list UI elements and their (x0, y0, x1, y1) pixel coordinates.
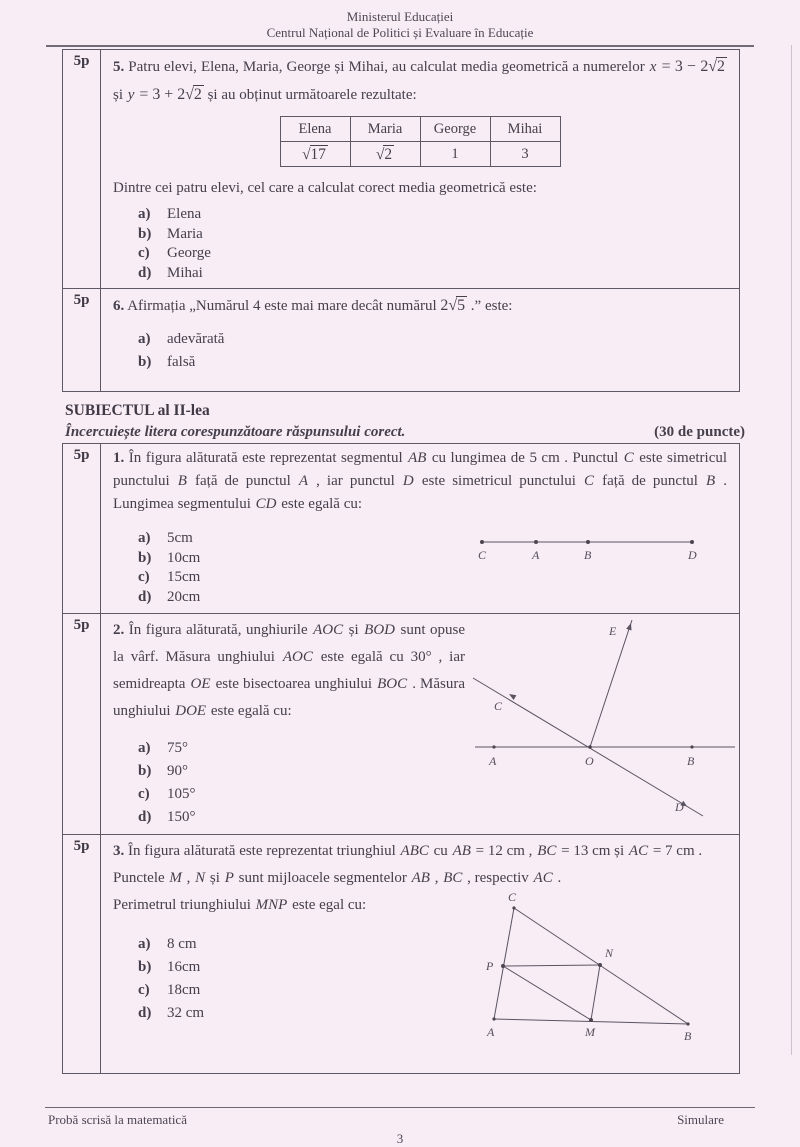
option-b (138, 225, 727, 245)
section2-instruction: Încercuiește litera corespunzătoare răspunsului corect. (65, 424, 406, 440)
option-c (138, 568, 727, 588)
question-1-points: 5p (63, 444, 101, 614)
section2-points-total: (30 de puncte) (654, 424, 745, 440)
question-5-number: 5. (113, 59, 125, 75)
option-label: c) (138, 245, 150, 261)
question-2-statement: În figura alăturată, unghiurile AOC și BOD sunt opuse la vârf. Măsura unghiului AOC este egală cu 30° , iar semidreapta OE este bisectoarea unghiului BOC . Măsura unghiului DOE este egală cu: (113, 622, 466, 719)
question-6-row (63, 289, 740, 392)
option-label: b) (138, 225, 152, 242)
option-label: a) (138, 206, 151, 222)
option-text: 18cm (167, 982, 201, 998)
option-label: c) (138, 786, 150, 802)
point-label-B: B (584, 548, 592, 562)
question-2-body (101, 614, 740, 835)
question-6-body (101, 289, 740, 392)
question-2-points: 5p (63, 614, 101, 835)
option-text: George (167, 245, 211, 261)
question-3-text-line2: Punctele M , N și P sunt mijloacele segmentelor AB , BC , respectiv AC . (113, 870, 562, 886)
option-label: a) (138, 936, 151, 952)
point-label-A: A (489, 754, 497, 768)
option-text: 90° (167, 763, 188, 779)
center-title: Centrul Național de Politici și Evaluare în Educație (266, 25, 534, 40)
point-label-C: C (478, 548, 487, 562)
point-label-M: M (585, 1025, 595, 1039)
question-3-text-line3: Perimetrul triunghiului MNP este egal cu: (113, 897, 367, 913)
option-label: b) (138, 549, 152, 566)
point-label-O: O (585, 754, 594, 768)
option-text: 105° (167, 786, 196, 802)
option-text: 8 cm (167, 936, 197, 952)
section1-table (62, 49, 740, 392)
point-label-A: A (487, 1025, 495, 1039)
question-6-statement: Afirmația „Numărul 4 este mai mare decât numărul 2√5 .” este: (127, 297, 513, 314)
results-header-cell: Maria (350, 117, 420, 142)
question-5-points: 5p (63, 50, 101, 289)
option-text: Maria (167, 225, 203, 242)
results-header-cell: Mihai (490, 117, 560, 142)
option-text: 20cm (167, 588, 201, 605)
question-3-statement: În figura alăturată este reprezentat triunghiul ABC cu AB = 12 cm , BC = 13 cm și AC = 7 cm . (128, 843, 703, 859)
option-label: c) (138, 982, 150, 998)
ministry-title: Ministerul Educației (346, 9, 454, 24)
results-header-cell: Elena (280, 117, 350, 142)
option-label: b) (138, 354, 152, 370)
option-label: b) (138, 763, 152, 779)
question-5-text (113, 53, 727, 109)
option-text: 75° (167, 740, 188, 756)
option-label: a) (138, 740, 151, 756)
page-number: 3 (396, 1131, 404, 1146)
option-text: 5cm (167, 530, 193, 546)
question-1-number: 1. (113, 450, 125, 466)
option-text: 150° (167, 809, 196, 825)
results-value-cell: √17 (280, 142, 350, 167)
point-label-C: C (508, 890, 517, 904)
question-6-number: 6. (113, 298, 125, 314)
section2-heading: SUBIECTUL al II-lea (65, 402, 210, 419)
question-5-statement: Patru elevi, Elena, Maria, George și Mihai, au calculat media geometrică a numerelor x = 3 − 2√2 și y = 3 + 2√2 și au obținut următoarele rezultate: (113, 58, 725, 103)
option-text: 32 cm (167, 1005, 205, 1021)
question-1-statement: În figura alăturată este reprezentat segmentul AB cu lungimea de 5 cm . Punctul C este simetricul punctului B față de punctul A , iar punctul D este simetricul punctului C față de punctul B . Lungimea segmentului CD este egală cu: (113, 450, 728, 512)
point-label-B: B (684, 1029, 692, 1043)
option-label: d) (138, 809, 152, 825)
question-3-number: 3. (113, 843, 125, 859)
question-6-points: 5p (63, 289, 101, 392)
option-text: 15cm (167, 569, 201, 585)
footer-session: Simulare (677, 1112, 724, 1127)
option-label: d) (138, 1005, 152, 1021)
point-label-A: A (532, 548, 540, 562)
triangle-figure (475, 889, 715, 1051)
point-label-B: B (687, 754, 695, 768)
option-text: 16cm (167, 959, 201, 975)
question-5-row (63, 50, 740, 289)
option-text: adevărată (167, 331, 225, 347)
point-label-D: D (675, 800, 684, 814)
question-3-text (113, 838, 727, 865)
option-text: Elena (167, 206, 202, 222)
angles-figure (465, 615, 745, 818)
question-5-options (138, 205, 727, 283)
option-d (138, 264, 727, 284)
page-header (0, 0, 800, 41)
question-2-text (113, 617, 465, 725)
option-text: falsă (167, 354, 196, 370)
option-a (138, 328, 727, 351)
scan-edge-artifact (791, 45, 792, 1055)
option-label: d) (138, 588, 152, 605)
point-label-P: P (486, 959, 494, 973)
results-value-cell: 1 (420, 142, 490, 167)
section2-table (62, 443, 740, 1074)
footer-rule (45, 1107, 755, 1108)
option-label: a) (138, 331, 151, 347)
header-rule (46, 45, 754, 47)
option-label: d) (138, 264, 152, 281)
question-5-prompt: Dintre cei patru elevi, cel care a calculat corect media geometrică este: (113, 180, 537, 196)
question-2-number: 2. (113, 622, 125, 638)
segment-figure (475, 525, 705, 567)
results-header-cell: George (420, 117, 490, 142)
option-text: Mihai (167, 264, 203, 281)
results-value-row (280, 142, 560, 167)
point-label-C: C (494, 699, 503, 713)
question-5-body (101, 50, 740, 289)
option-label: b) (138, 959, 152, 975)
question-6-text (113, 292, 727, 320)
point-label-D: D (688, 548, 697, 562)
results-value-cell: 3 (490, 142, 560, 167)
question-3-row (63, 835, 740, 1074)
option-label: c) (138, 569, 150, 585)
footer-subject: Probă scrisă la matematică (48, 1112, 187, 1127)
option-a (138, 205, 727, 225)
question-1-body (101, 444, 740, 614)
point-label-N: N (605, 946, 614, 960)
question-1-text (113, 447, 727, 516)
option-c (138, 244, 727, 264)
question-2-row (63, 614, 740, 835)
page-footer (48, 1112, 724, 1128)
results-table (280, 116, 561, 167)
question-6-options (138, 328, 727, 374)
option-b (138, 351, 727, 374)
question-3-body (101, 835, 740, 1074)
option-label: a) (138, 530, 151, 546)
option-text: 10cm (167, 549, 201, 566)
point-label-E: E (609, 624, 617, 638)
results-value-cell: √2 (350, 142, 420, 167)
results-header-row (280, 117, 560, 142)
question-1-row (63, 444, 740, 614)
question-3-points: 5p (63, 835, 101, 1074)
option-d (138, 588, 727, 608)
section2-instruction-row (65, 424, 745, 441)
